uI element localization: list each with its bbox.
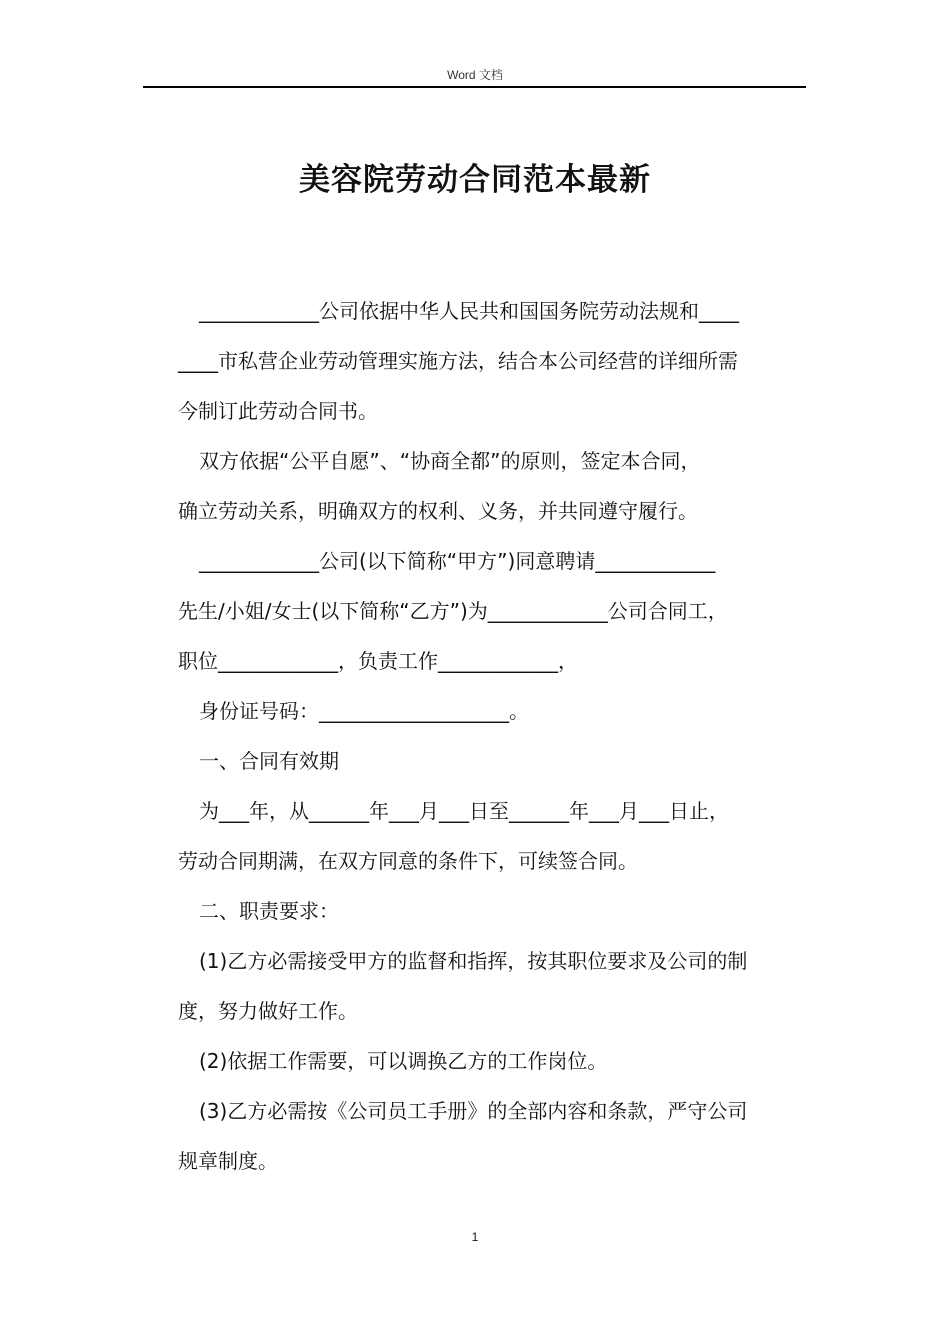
document-body (178, 286, 808, 1186)
paragraph-line: ____________公司依据中华人民共和国国务院劳动法规和____ (199, 299, 739, 323)
paragraph-line: 确立劳动关系，明确双方的权利、义务，并共同遵守履行。 (178, 499, 698, 523)
paragraph-line: (1)乙方必需接受甲方的监督和指挥，按其职位要求及公司的制 (199, 949, 748, 973)
paragraph-line: 规章制度。 (178, 1149, 278, 1173)
paragraph-line: 劳动合同期满，在双方同意的条件下，可续签合同。 (178, 849, 638, 873)
paragraph-line: ____市私营企业劳动管理实施方法，结合本公司经营的详细所需 (178, 349, 738, 373)
document-title: 美容院劳动合同范本最新 (299, 162, 651, 198)
paragraph-line: 双方依据“公平自愿”、“协商全都”的原则，签定本合同， (199, 449, 701, 473)
paragraph-line: 为___年，从______年___月___日至______年___月___日止， (199, 799, 729, 823)
paragraph-line: 职位____________，负责工作____________， (178, 649, 578, 673)
paragraph-line: 今制订此劳动合同书。 (178, 399, 378, 423)
header-divider (143, 86, 806, 88)
page-number: 1 (471, 1230, 479, 1244)
section-heading: 二、职责要求： (199, 899, 339, 923)
paragraph-line: ____________公司(以下简称“甲方”)同意聘请____________ (199, 549, 716, 573)
paragraph-line: 先生/小姐/女士(以下简称“乙方”)为____________公司合同工， (178, 599, 728, 623)
paragraph-line: 身份证号码：___________________。 (199, 699, 529, 723)
section-heading: 一、合同有效期 (199, 749, 339, 773)
paragraph-line: (2)依据工作需要，可以调换乙方的工作岗位。 (199, 1049, 608, 1073)
paragraph-line: (3)乙方必需按《公司员工手册》的全部内容和条款，严守公司 (199, 1099, 748, 1123)
page-header: Word 文档 (447, 68, 503, 82)
paragraph-line: 度，努力做好工作。 (178, 999, 358, 1023)
